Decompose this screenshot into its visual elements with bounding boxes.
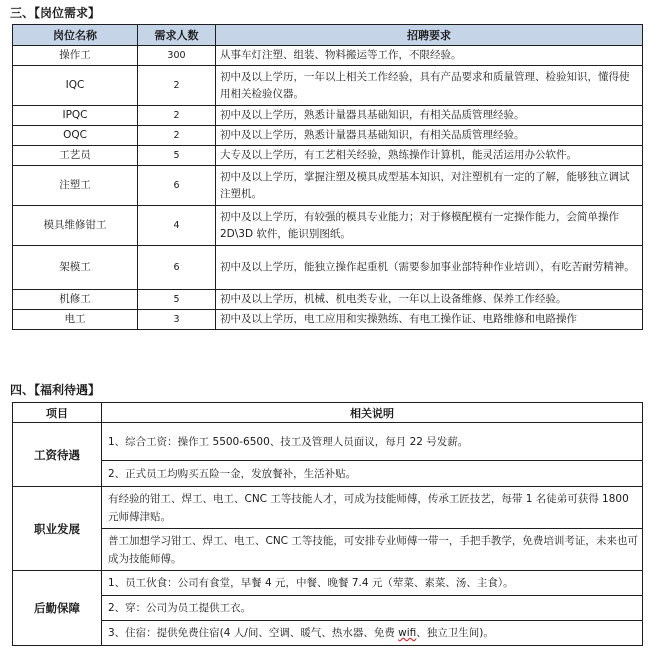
benefits-table [12, 402, 643, 646]
requirement-cell: 初中及以上学历，掌握注塑及模具成型基本知识，对注塑机有一定的了解，能够独立调试注塑机。 [216, 166, 643, 206]
requirement-cell: 初中及以上学历，一年以上相关工作经验，具有产品要求和质量管理、检验知识，懂得使用相关检验仪器。 [216, 66, 643, 106]
position-cell: 模具维修钳工 [13, 206, 138, 246]
header-item: 项目 [13, 403, 102, 423]
header-count: 需求人数 [138, 25, 216, 46]
requirement-cell: 初中及以上学历，电工应用和实操熟练、有电工操作证、电路维修和电路操作 [216, 310, 643, 330]
requirement-cell: 初中及以上学历，熟悉计量器具基础知识，有相关品质管理经验。 [216, 106, 643, 126]
category-salary: 工资待遇 [13, 423, 102, 487]
housing-text: 3、住宿：提供免费住宿(4 人/间、空调、暖气、热水器、免费 [108, 627, 399, 639]
count-cell: 4 [138, 206, 216, 246]
table-row [13, 206, 643, 246]
count-cell: 2 [138, 126, 216, 146]
table-row [13, 66, 643, 106]
count-cell: 3 [138, 310, 216, 330]
position-cell: IPQC [13, 106, 138, 126]
description-cell: 有经验的钳工、焊工、电工、CNC 工等技能人才，可成为技能师傅，传承工匠技艺，每带 1 名徒弟可获得 1800 元师傅津贴。 [102, 487, 643, 529]
housing-text-end: 、独立卫生间)。 [416, 627, 494, 639]
job-requirements-table [12, 24, 643, 330]
table-row [13, 596, 643, 621]
table-row [13, 246, 643, 290]
position-cell: 操作工 [13, 46, 138, 66]
requirement-cell: 初中及以上学历，机械、机电类专业，一年以上设备维修、保养工作经验。 [216, 290, 643, 310]
requirement-cell: 大专及以上学历，有工艺相关经验，熟练操作计算机，能灵活运用办公软件。 [216, 146, 643, 166]
description-cell: 1、员工伙食：公司有食堂，早餐 4 元，中餐、晚餐 7.4 元（荤菜、素菜、汤、主食）。 [102, 571, 643, 596]
position-cell: IQC [13, 66, 138, 106]
position-cell: OQC [13, 126, 138, 146]
category-career: 职业发展 [13, 487, 102, 571]
table-row [13, 290, 643, 310]
description-cell: 普工加想学习钳工、焊工、电工、CNC 工等技能，可安排专业师傅一带一，手把手教学，免费培训考证，未来也可成为技能师傅。 [102, 529, 643, 571]
description-cell: 1、综合工资：操作工 5500-6500、技工及管理人员面议，每月 22 号发薪。 [102, 423, 643, 461]
count-cell: 2 [138, 106, 216, 126]
count-cell: 2 [138, 66, 216, 106]
position-cell: 电工 [13, 310, 138, 330]
table-row [13, 529, 643, 571]
table-row [13, 621, 643, 646]
table-row [13, 146, 643, 166]
table-row [13, 106, 643, 126]
requirement-cell: 从事车灯注塑、组装、物料搬运等工作，不限经验。 [216, 46, 643, 66]
category-logistics: 后勤保障 [13, 571, 102, 646]
count-cell: 5 [138, 290, 216, 310]
header-position: 岗位名称 [13, 25, 138, 46]
position-cell: 架模工 [13, 246, 138, 290]
header-requirements: 招聘要求 [216, 25, 643, 46]
table-row [13, 166, 643, 206]
table-row [13, 310, 643, 330]
count-cell: 6 [138, 166, 216, 206]
count-cell: 6 [138, 246, 216, 290]
count-cell: 300 [138, 46, 216, 66]
count-cell: 5 [138, 146, 216, 166]
position-cell: 机修工 [13, 290, 138, 310]
wifi-text: wifi [398, 627, 417, 639]
description-cell: 2、正式员工均购买五险一金，发放餐补，生活补贴。 [102, 461, 643, 487]
table-row [13, 46, 643, 66]
header-description: 相关说明 [102, 403, 643, 423]
description-cell: 2、穿：公司为员工提供工衣。 [102, 596, 643, 621]
description-cell [102, 621, 643, 646]
section3-title: 三、【岗位需求】 [10, 6, 101, 20]
requirement-cell: 初中及以上学历，熟悉计量器具基础知识，有相关品质管理经验。 [216, 126, 643, 146]
requirement-cell: 初中及以上学历，能独立操作起重机（需要参加事业部特种作业培训），有吃苦耐劳精神。 [216, 246, 643, 290]
table-row [13, 571, 643, 596]
section4-title: 四、【福利待遇】 [10, 383, 101, 397]
table-row [13, 487, 643, 529]
table-header-row [13, 25, 643, 46]
position-cell: 注塑工 [13, 166, 138, 206]
table-row [13, 461, 643, 487]
table-header-row [13, 403, 643, 423]
position-cell: 工艺员 [13, 146, 138, 166]
table-row [13, 423, 643, 461]
table-row [13, 126, 643, 146]
requirement-cell: 初中及以上学历，有较强的模具专业能力；对于修模配模有一定操作能力，会简单操作 2D\3D 软件，能识别图纸。 [216, 206, 643, 246]
